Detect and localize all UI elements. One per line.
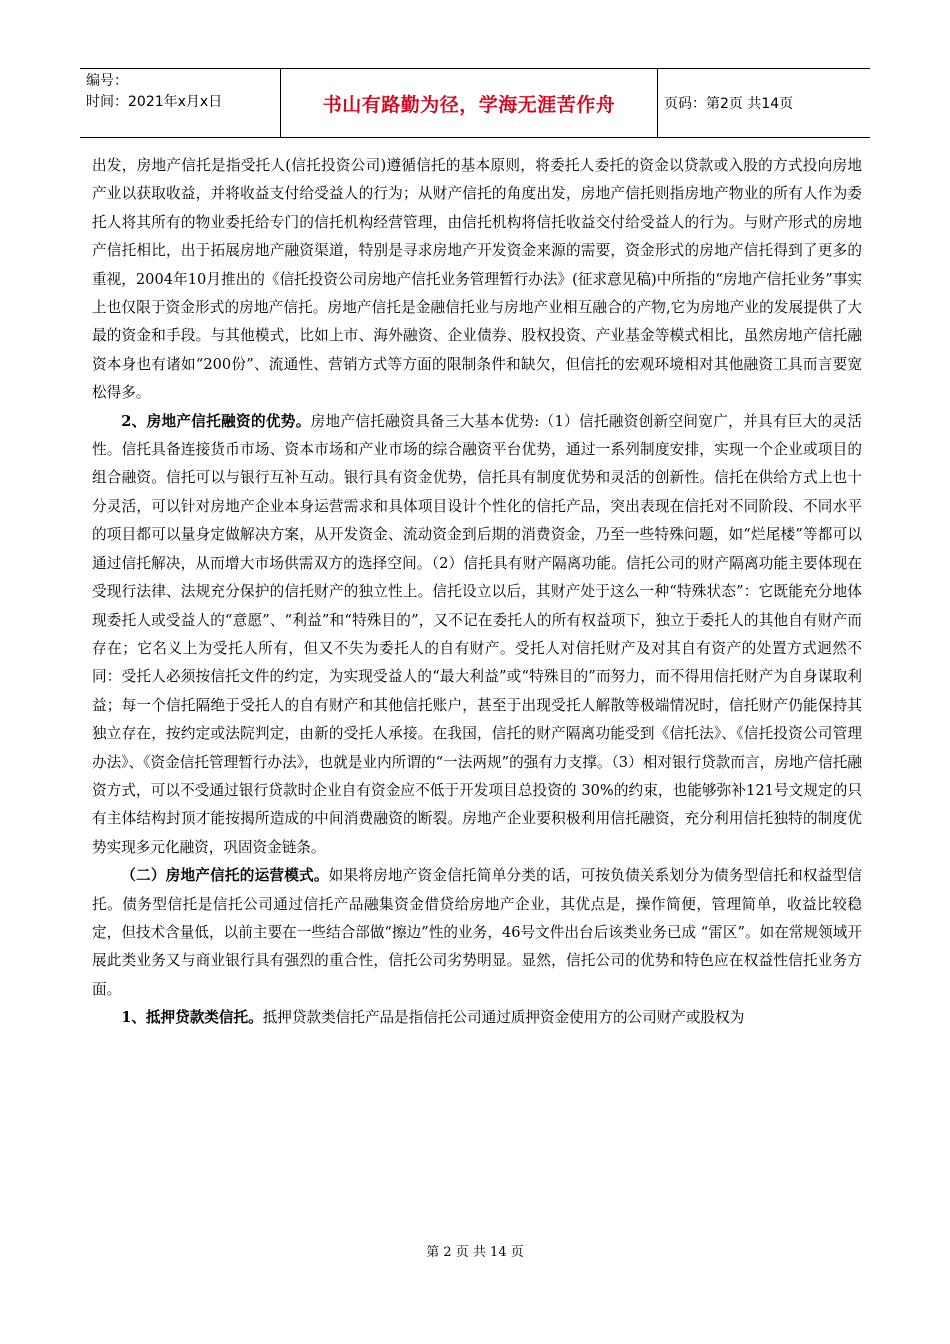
section-heading: 2、房地产信托融资的优势。 bbox=[121, 412, 311, 430]
document-number-label: 编号： bbox=[86, 73, 128, 89]
section-heading: （二）房地产信托的运营模式。 bbox=[121, 867, 329, 885]
paragraph-2 bbox=[92, 408, 862, 863]
header-page-number: 页码：第2页 共14页 bbox=[664, 96, 794, 112]
page-footer: 第 2 页 共 14 页 bbox=[426, 1245, 524, 1260]
header-meta bbox=[80, 69, 280, 137]
paragraph-text: 抵押贷款类信托产品是指信托公司通过质押资金使用方的公司财产或股权为 bbox=[262, 1009, 745, 1027]
paragraph-3 bbox=[92, 862, 862, 1004]
section-heading: 1、抵押贷款类信托。 bbox=[121, 1009, 263, 1027]
document-time-label: 时间：2021年x月x日 bbox=[86, 94, 223, 110]
paragraph-1 bbox=[92, 152, 862, 408]
header-motto: 书山有路勤为径，学海无涯苦作舟 bbox=[280, 69, 658, 137]
page-header bbox=[80, 68, 870, 138]
document-body bbox=[92, 152, 862, 1033]
paragraph-text: 如果将房地产资金信托简单分类的话，可按负债关系划分为债务型信托和权益型信托。债务型信托是信托公司通过信托产品融集资金借贷给房地产企业，其优点是，操作简便，管理简单，收益比较稳定，但技术含量低，以前主要在一些结合部做“擦边”性的业务，46号文件出台后该类业务已成 “雷区”。如在常规领域开展此类业务又与商业银行具有强烈的重合性，信托公司劣势明显。显然，信托公司的优势和特色应在权益性信托业务方面。 bbox=[92, 867, 862, 998]
paragraph-text: 出发，房地产信托是指受托人(信托投资公司)遵循信托的基本原则，将委托人委托的资金以贷款或入股的方式投向房地产业以获取收益，并将收益支付给受益人的行为；从财产信托的角度出发，房地产信托则指房地产物业的所有人作为委托人将其所有的物业委托给专门的信托机构经营管理，由信托机构将信托收益交付给受益人的行为。与财产形式的房地产信托相比，出于拓展房地产融资渠道，特别是寻求房地产开发资金来源的需要，资金形式的房地产信托得到了更多的重视，2004年10月推出的《信托投资公司房地产信托业务管理暂行办法》(征求意见稿)中所指的“房地产信托业务”事实上也仅限于资金形式的房地产信托。房地产信托是金融信托业与房地产业相互融合的产物,它为房地产业的发展提供了大最的资金和手段。与其他模式，比如上市、海外融资、企业债券、股权投资、产业基金等模式相比，虽然房地产信托融资本身也有诸如“200份”、流通性、营销方式等方面的限制条件和缺欠，但信托的宏观环境相对其他融资工具而言要宽松得多。 bbox=[92, 157, 862, 402]
paragraph-4 bbox=[92, 1004, 862, 1032]
paragraph-text: 房地产信托融资具备三大基本优势:（1）信托融资创新空间宽广，并具有巨大的灵活性。信托具备连接货币市场、资本市场和产业市场的综合融资平台优势，通过一系列制度安排，实现一个企业或项目的组合融资。信托可以与银行互补互动。银行具有资金优势，信托具有制度优势和灵活的创新性。信托在供给方式上也十分灵活，可以针对房地产企业本身运营需求和具体项目设计个性化的信托产品，突出表现在信托对不同阶段、不同水平的项目都可以量身定做解决方案，从开发资金、流动资金到后期的消费资金，乃至一些特殊问题，如“烂尾楼”等都可以通过信托解决，从而增大市场供需双方的选择空间。（2）信托具有财产隔离功能。信托公司的财产隔离功能主要体现在受现行法律、法规充分保护的信托财产的独立性上。信托设立以后，其财产处于这么一种“特殊状态”：它既能充分地体现委托人或受益人的“意愿”、“利益”和“特殊目的”，又不记在委托人的所有权益项下，独立于委托人的其他自有财产而存在；它名义上为受托人所有，但又不失为委托人的自有财产。受托人对信托财产及对其自有资产的处置方式迥然不同：受托人必须按信托文件的约定，为实现受益人的“最大利益”或“特殊目的”而努力，而不得用信托财产为自身谋取利益；每一个信托隔绝于受托人的自有财产和其他信托账户，甚至于出现受托人解散等极端情况时，信托财产仍能保持其独立存在，按约定或法院判定，由新的受托人承接。在我国，信托的财产隔离功能受到《信托法》、《信托投资公司管理办法》、《资金信托管理暂行办法》，也就是业内所谓的“一法两规”的强有力支撑。（3）相对银行贷款而言，房地产信托融资方式，可以不受通过银行贷款时企业自有资金应不低于开发项目总投资的 30%的约束，也能够弥补121号文规定的只有主体结构封顶才能按揭所造成的中间消费融资的断裂。房地产企业要积极利用信托融资，充分利用信托独特的制度优势实现多元化融资，巩固资金链条。 bbox=[92, 412, 862, 856]
